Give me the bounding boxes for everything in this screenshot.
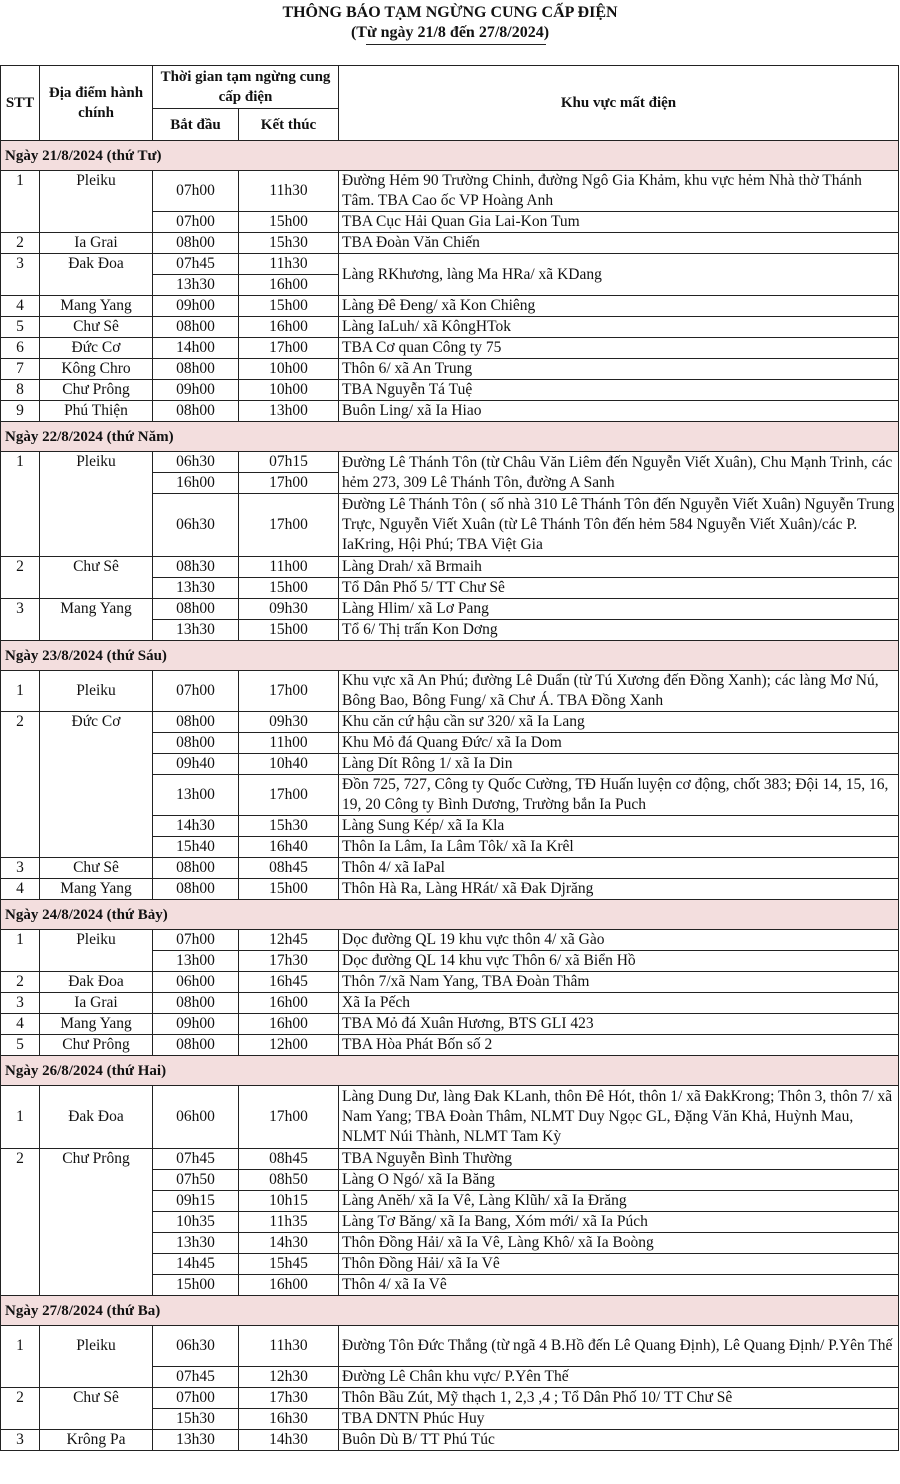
location-cell: Pleiku [40,930,153,972]
stt-cell: 3 [1,858,40,879]
day-header-row [1,141,899,171]
end-cell: 11h30 [239,171,339,212]
area-cell: Khu Mỏ đá Quang Đức/ xã Ia Dom [339,733,899,754]
stt-cell: 1 [1,1086,40,1149]
end-cell: 08h50 [239,1170,339,1191]
location-cell: Đức Cơ [40,338,153,359]
end-cell: 16h45 [239,972,339,993]
table-row [1,972,899,993]
area-cell: Tổ Dân Phố 5/ TT Chư Sê [339,578,899,599]
start-cell: 09h40 [153,754,239,775]
end-cell: 11h30 [239,1326,339,1367]
end-cell: 15h30 [239,233,339,254]
end-cell: 08h45 [239,858,339,879]
stt-cell: 3 [1,1430,40,1451]
start-cell: 06h00 [153,1086,239,1149]
end-cell: 12h00 [239,1035,339,1056]
start-cell: 08h00 [153,359,239,380]
stt-cell: 3 [1,993,40,1014]
start-cell: 07h00 [153,171,239,212]
table-row [1,993,899,1014]
start-cell: 13h30 [153,275,239,296]
end-cell: 15h00 [239,879,339,900]
stt-cell: 2 [1,557,40,599]
end-cell: 17h00 [239,473,339,494]
area-cell: Thôn Bầu Zút, Mỹ thạch 1, 2,3 ,4 ; Tổ Dân Phố 10/ TT Chư Sê [339,1388,899,1409]
end-cell: 14h30 [239,1430,339,1451]
document-title: THÔNG BÁO TẠM NGỪNG CUNG CẤP ĐIỆN [282,4,618,21]
day-header-row [1,1056,899,1086]
start-cell: 13h00 [153,951,239,972]
start-cell: 07h00 [153,671,239,712]
area-cell: Dọc đường QL 19 khu vực thôn 4/ xã Gào [339,930,899,951]
outage-table [0,65,899,1451]
location-cell: Chư Sê [40,317,153,338]
start-cell: 07h00 [153,212,239,233]
date-range: (Từ ngày 21/8 đến 27/8/2024) [350,24,550,41]
table-row [1,712,899,733]
location-cell: Đak Đoa [40,1086,153,1149]
location-cell: Phú Thiện [40,401,153,422]
stt-cell: 4 [1,1014,40,1035]
end-cell: 11h00 [239,733,339,754]
table-row [1,254,899,275]
area-cell: Khu căn cứ hậu cần sư 320/ xã Ia Lang [339,712,899,733]
table-row [1,1430,899,1451]
start-cell: 13h30 [153,578,239,599]
start-cell: 13h00 [153,775,239,816]
area-cell: Làng Tơ Băng/ xã Ia Bang, Xóm mới/ xã Ia Púch [339,1212,899,1233]
area-cell: Thôn Ia Lâm, Ia Lâm Tôk/ xã Ia Krêl [339,837,899,858]
end-cell: 17h00 [239,775,339,816]
end-cell: 15h00 [239,620,339,641]
location-cell: Pleiku [40,671,153,712]
end-cell: 10h15 [239,1191,339,1212]
day-label: Ngày 24/8/2024 (thứ Bảy) [1,900,899,930]
stt-cell: 2 [1,233,40,254]
start-cell: 10h35 [153,1212,239,1233]
end-cell: 16h00 [239,993,339,1014]
header-stt: STT [1,66,40,141]
location-cell: Đức Cơ [40,712,153,858]
start-cell: 14h00 [153,338,239,359]
location-cell: Mang Yang [40,599,153,641]
table-row [1,359,899,380]
start-cell: 06h00 [153,972,239,993]
header-area: Khu vực mất điện [339,66,899,141]
stt-cell: 5 [1,1035,40,1056]
stt-cell: 1 [1,452,40,557]
area-cell: Đường Lê Thánh Tôn ( số nhà 310 Lê Thánh Tôn đến Nguyễn Viết Xuân) Nguyễn Trung Trực, Nguyễn Viết Xuân (từ Lê Thánh Tôn đến hẻm 584 Nguyễn Viết Xuân)/các P. IaKring, Hội Phú; TBA Việt Gia [339,494,899,557]
start-cell: 08h00 [153,858,239,879]
area-cell: Buôn Ling/ xã Ia Hiao [339,401,899,422]
stt-cell: 2 [1,972,40,993]
end-cell: 15h00 [239,296,339,317]
end-cell: 17h30 [239,1388,339,1409]
area-cell: Đường Lê Thánh Tôn (từ Châu Văn Liêm đến Nguyễn Viết Xuân), Chu Mạnh Trinh, các hẻm 273, 309 Lê Thánh Tôn, đường A Sanh [339,452,899,494]
table-row [1,233,899,254]
day-label: Ngày 23/8/2024 (thứ Sáu) [1,641,899,671]
area-cell: TBA Cơ quan Công ty 75 [339,338,899,359]
table-row [1,879,899,900]
start-cell: 07h45 [153,254,239,275]
area-cell: Đường Lê Chân khu vực/ P.Yên Thế [339,1367,899,1388]
end-cell: 15h45 [239,1254,339,1275]
end-cell: 16h00 [239,275,339,296]
location-cell: Pleiku [40,171,153,233]
end-cell: 13h00 [239,401,339,422]
start-cell: 13h30 [153,1233,239,1254]
end-cell: 07h15 [239,452,339,473]
table-row [1,452,899,473]
end-cell: 11h35 [239,1212,339,1233]
table-row [1,1014,899,1035]
start-cell: 09h15 [153,1191,239,1212]
area-cell: Làng O Ngó/ xã Ia Băng [339,1170,899,1191]
end-cell: 09h30 [239,599,339,620]
location-cell: Chư Prông [40,380,153,401]
area-cell: Làng Sung Kép/ xã Ia Kla [339,816,899,837]
document-subtitle [0,23,900,43]
start-cell: 08h00 [153,317,239,338]
start-cell: 08h00 [153,879,239,900]
location-cell: Chư Prông [40,1035,153,1056]
area-cell: Tổ 6/ Thị trấn Kon Dơng [339,620,899,641]
table-row [1,317,899,338]
end-cell: 17h00 [239,671,339,712]
table-row [1,557,899,578]
location-cell: Kông Chro [40,359,153,380]
header-end: Kết thúc [239,109,339,141]
location-cell: Mang Yang [40,296,153,317]
start-cell: 08h00 [153,401,239,422]
table-row [1,1086,899,1149]
location-cell: Pleiku [40,452,153,557]
start-cell: 08h00 [153,599,239,620]
table-row [1,296,899,317]
area-cell: Thôn Đồng Hải/ xã Ia Vê [339,1254,899,1275]
area-cell: TBA Nguyễn Bình Thường [339,1149,899,1170]
start-cell: 08h00 [153,993,239,1014]
end-cell: 10h00 [239,359,339,380]
start-cell: 13h30 [153,1430,239,1451]
end-cell: 15h30 [239,816,339,837]
table-row [1,1326,899,1367]
day-label: Ngày 26/8/2024 (thứ Hai) [1,1056,899,1086]
location-cell: Pleiku [40,1326,153,1388]
start-cell: 15h30 [153,1409,239,1430]
start-cell: 07h00 [153,930,239,951]
end-cell: 17h00 [239,1086,339,1149]
start-cell: 08h00 [153,233,239,254]
start-cell: 08h00 [153,1035,239,1056]
area-cell: Thôn 4/ xã IaPal [339,858,899,879]
area-cell: Đường Tôn Đức Thắng (từ ngã 4 B.Hồ đến Lê Quang Định), Lê Quang Định/ P.Yên Thế [339,1326,899,1367]
table-row [1,930,899,951]
end-cell: 16h00 [239,1014,339,1035]
end-cell: 16h30 [239,1409,339,1430]
stt-cell: 5 [1,317,40,338]
area-cell: TBA DNTN Phúc Huy [339,1409,899,1430]
day-header-row [1,422,899,452]
location-cell: Ia Grai [40,233,153,254]
end-cell: 11h00 [239,557,339,578]
area-cell: Làng RKhương, làng Ma HRa/ xã KDang [339,254,899,296]
start-cell: 09h00 [153,1014,239,1035]
table-row [1,1149,899,1170]
location-cell: Đak Đoa [40,254,153,296]
end-cell: 11h30 [239,254,339,275]
stt-cell: 8 [1,380,40,401]
table-row [1,671,899,712]
stt-cell: 2 [1,712,40,858]
area-cell: Làng Drah/ xã Brmaih [339,557,899,578]
header-time-group: Thời gian tạm ngừng cung cấp điện [153,66,339,109]
location-cell: Đak Đoa [40,972,153,993]
end-cell: 10h40 [239,754,339,775]
start-cell: 16h00 [153,473,239,494]
area-cell: Thôn Hà Ra, Làng HRát/ xã Đak Djrăng [339,879,899,900]
stt-cell: 9 [1,401,40,422]
start-cell: 07h00 [153,1388,239,1409]
start-cell: 15h00 [153,1275,239,1296]
stt-cell: 4 [1,296,40,317]
location-cell: Ia Grai [40,993,153,1014]
start-cell: 06h30 [153,1326,239,1367]
table-row [1,380,899,401]
start-cell: 06h30 [153,494,239,557]
start-cell: 14h30 [153,816,239,837]
day-header-row [1,1296,899,1326]
end-cell: 16h00 [239,1275,339,1296]
stt-cell: 1 [1,930,40,972]
table-row [1,858,899,879]
stt-cell: 2 [1,1388,40,1430]
end-cell: 09h30 [239,712,339,733]
day-label: Ngày 22/8/2024 (thứ Năm) [1,422,899,452]
area-cell: TBA Mỏ đá Xuân Hương, BTS GLI 423 [339,1014,899,1035]
location-cell: Mang Yang [40,1014,153,1035]
area-cell: Dọc đường QL 14 khu vực Thôn 6/ xã Biển Hồ [339,951,899,972]
location-cell: Chư Sê [40,858,153,879]
end-cell: 17h00 [239,338,339,359]
start-cell: 07h50 [153,1170,239,1191]
location-cell: Chư Prông [40,1149,153,1296]
header-start: Bắt đầu [153,109,239,141]
area-cell: Làng Hlim/ xã Lơ Pang [339,599,899,620]
location-cell: Mang Yang [40,879,153,900]
start-cell: 15h40 [153,837,239,858]
area-cell: TBA Nguyễn Tá Tuệ [339,380,899,401]
area-cell: TBA Hòa Phát Bốn số 2 [339,1035,899,1056]
header-location: Địa điểm hành chính [40,66,153,141]
location-cell: Krông Pa [40,1430,153,1451]
end-cell: 12h30 [239,1367,339,1388]
stt-cell: 1 [1,1326,40,1388]
stt-cell: 3 [1,599,40,641]
area-cell: Làng IaLuh/ xã KôngHTok [339,317,899,338]
area-cell: Đường Hẻm 90 Trường Chinh, đường Ngô Gia Khảm, khu vực hẻm Nhà thờ Thánh Tâm. TBA Cao ốc VP Hoàng Anh [339,171,899,212]
stt-cell: 4 [1,879,40,900]
table-row [1,1035,899,1056]
area-cell: Đồn 725, 727, Công ty Quốc Cường, TĐ Huấn luyện cơ động, chốt 383; Đội 14, 15, 16, 19, 20 Công ty Bình Dương, Trường bắn Ia Puch [339,775,899,816]
stt-cell: 1 [1,671,40,712]
stt-cell: 3 [1,254,40,296]
area-cell: Làng Đê Đeng/ xã Kon Chiêng [339,296,899,317]
start-cell: 08h00 [153,733,239,754]
day-header-row [1,641,899,671]
stt-cell: 2 [1,1149,40,1296]
start-cell: 09h00 [153,296,239,317]
stt-cell: 1 [1,171,40,233]
end-cell: 15h00 [239,578,339,599]
table-row [1,401,899,422]
area-cell: Thôn Đồng Hải/ xã Ia Vê, Làng Khô/ xã Ia Boòng [339,1233,899,1254]
table-row [1,338,899,359]
location-cell: Chư Sê [40,557,153,599]
end-cell: 17h00 [239,494,339,557]
end-cell: 17h30 [239,951,339,972]
end-cell: 14h30 [239,1233,339,1254]
area-cell: Khu vực xã An Phú; đường Lê Duẩn (từ Tú Xương đến Đồng Xanh); các làng Mơ Nú, Bông Bao, Bông Fung/ xã Chư Á. TBA Đồng Xanh [339,671,899,712]
start-cell: 13h30 [153,620,239,641]
table-row [1,171,899,212]
table-row [1,1388,899,1409]
start-cell: 07h45 [153,1367,239,1388]
day-label: Ngày 21/8/2024 (thứ Tư) [1,141,899,171]
start-cell: 06h30 [153,452,239,473]
location-cell: Chư Sê [40,1388,153,1430]
start-cell: 08h30 [153,557,239,578]
end-cell: 16h00 [239,317,339,338]
start-cell: 08h00 [153,712,239,733]
stt-cell: 7 [1,359,40,380]
stt-cell: 6 [1,338,40,359]
area-cell: Làng Dung Dư, làng Đak KLanh, thôn Đê Hót, thôn 1/ xã ĐakKrong; Thôn 3, thôn 7/ xã Nam Yang; TBA Đoàn Thâm, NLMT Duy Ngọc GL, Đặng Văn Khả, Huỳnh Mau, NLMT Núi Thành, NLMT Tam Kỳ [339,1086,899,1149]
end-cell: 10h00 [239,380,339,401]
start-cell: 07h45 [153,1149,239,1170]
area-cell: Xã Ia Pếch [339,993,899,1014]
area-cell: Làng Dít Rông 1/ xã Ia Din [339,754,899,775]
end-cell: 08h45 [239,1149,339,1170]
day-label: Ngày 27/8/2024 (thứ Ba) [1,1296,899,1326]
end-cell: 16h40 [239,837,339,858]
area-cell: Làng Anĕh/ xã Ia Vê, Làng Klũh/ xã Ia Đrăng [339,1191,899,1212]
day-header-row [1,900,899,930]
subtitle-underline [366,44,546,45]
start-cell: 09h00 [153,380,239,401]
end-cell: 15h00 [239,212,339,233]
area-cell: TBA Đoàn Văn Chiến [339,233,899,254]
area-cell: Thôn 4/ xã Ia Vê [339,1275,899,1296]
end-cell: 12h45 [239,930,339,951]
area-cell: Buôn Dù B/ TT Phú Túc [339,1430,899,1451]
table-row [1,599,899,620]
start-cell: 14h45 [153,1254,239,1275]
area-cell: TBA Cục Hải Quan Gia Lai-Kon Tum [339,212,899,233]
area-cell: Thôn 6/ xã An Trung [339,359,899,380]
area-cell: Thôn 7/xã Nam Yang, TBA Đoàn Thâm [339,972,899,993]
